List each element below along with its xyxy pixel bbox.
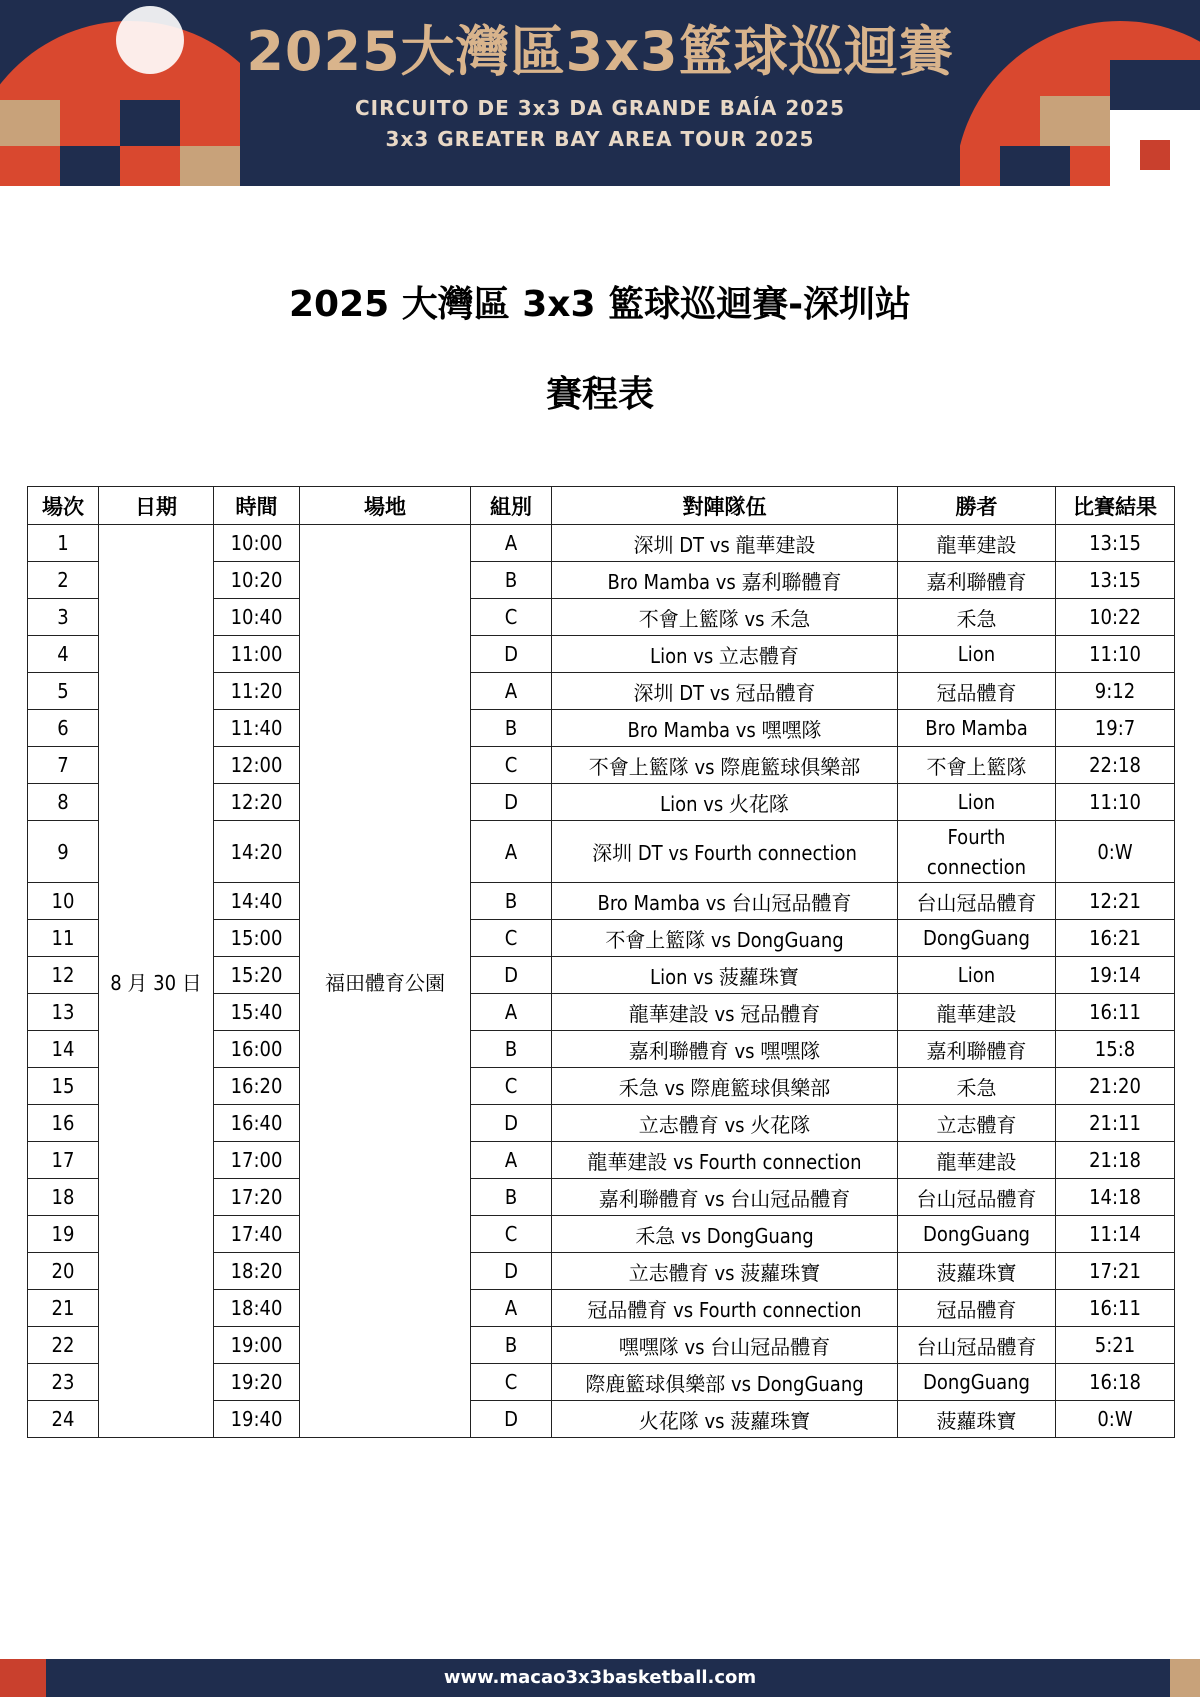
cell-matchup: 不會上籃隊 vs 禾急 <box>552 599 898 636</box>
schedule-table <box>27 486 1175 1438</box>
cell-matchup: 嘿嘿隊 vs 台山冠品體育 <box>552 1327 898 1364</box>
cell-matchup: 嘉利聯體育 vs 台山冠品體育 <box>552 1179 898 1216</box>
cell-time: 14:20 <box>214 821 300 883</box>
cell-time: 10:40 <box>214 599 300 636</box>
cell-winner: 禾急 <box>898 599 1056 636</box>
cell-result: 13:15 <box>1056 562 1175 599</box>
cell-matchup: 深圳 DT vs 冠品體育 <box>552 673 898 710</box>
column-header: 場地 <box>300 487 471 525</box>
cell-game-no: 3 <box>28 599 99 636</box>
cell-group: B <box>471 562 552 599</box>
cell-matchup: 龍華建設 vs 冠品體育 <box>552 994 898 1031</box>
cell-winner: 龍華建設 <box>898 525 1056 562</box>
cell-group: D <box>471 784 552 821</box>
cell-group: D <box>471 957 552 994</box>
cell-time: 19:40 <box>214 1401 300 1438</box>
cell-winner: 龍華建設 <box>898 994 1056 1031</box>
cell-winner: 冠品體育 <box>898 1290 1056 1327</box>
cell-result: 19:7 <box>1056 710 1175 747</box>
table-row <box>28 525 1175 562</box>
cell-game-no: 11 <box>28 920 99 957</box>
cell-result: 0:W <box>1056 821 1175 883</box>
cell-game-no: 12 <box>28 957 99 994</box>
cell-time: 11:20 <box>214 673 300 710</box>
cell-time: 11:00 <box>214 636 300 673</box>
cell-result: 11:14 <box>1056 1216 1175 1253</box>
cell-group: C <box>471 920 552 957</box>
cell-winner: Bro Mamba <box>898 710 1056 747</box>
cell-group: A <box>471 673 552 710</box>
cell-time: 16:40 <box>214 1105 300 1142</box>
column-header: 比賽結果 <box>1056 487 1175 525</box>
cell-result: 11:10 <box>1056 636 1175 673</box>
footer-url: www.macao3x3basketball.com <box>443 1667 757 1688</box>
cell-matchup: 不會上籃隊 vs 際鹿籃球俱樂部 <box>552 747 898 784</box>
cell-time: 12:20 <box>214 784 300 821</box>
cell-matchup: 龍華建設 vs Fourth connection <box>552 1142 898 1179</box>
cell-time: 15:00 <box>214 920 300 957</box>
cell-winner: DongGuang <box>898 1364 1056 1401</box>
cell-game-no: 8 <box>28 784 99 821</box>
cell-time: 17:00 <box>214 1142 300 1179</box>
cell-game-no: 17 <box>28 1142 99 1179</box>
cell-result: 5:21 <box>1056 1327 1175 1364</box>
cell-game-no: 15 <box>28 1068 99 1105</box>
cell-venue: 福田體育公園 <box>300 525 471 1438</box>
cell-winner: Fourth connection <box>898 821 1056 883</box>
banner-title: 2025大灣區3x3籃球巡迴賽 <box>246 20 954 83</box>
cell-result: 0:W <box>1056 1401 1175 1438</box>
cell-matchup: 深圳 DT vs Fourth connection <box>552 821 898 883</box>
cell-group: C <box>471 599 552 636</box>
cell-date: 8 月 30 日 <box>99 525 214 1438</box>
cell-result: 16:11 <box>1056 1290 1175 1327</box>
cell-group: D <box>471 1253 552 1290</box>
cell-winner: 菠蘿珠寶 <box>898 1401 1056 1438</box>
cell-time: 10:00 <box>214 525 300 562</box>
cell-game-no: 23 <box>28 1364 99 1401</box>
cell-result: 17:21 <box>1056 1253 1175 1290</box>
cell-time: 17:40 <box>214 1216 300 1253</box>
cell-result: 11:10 <box>1056 784 1175 821</box>
cell-winner: 禾急 <box>898 1068 1056 1105</box>
banner-subtitle-pt: CIRCUITO DE 3x3 DA GRANDE BAÍA 2025 <box>355 96 845 120</box>
cell-winner: DongGuang <box>898 1216 1056 1253</box>
column-header: 日期 <box>99 487 214 525</box>
cell-matchup: Lion vs 火花隊 <box>552 784 898 821</box>
cell-group: C <box>471 1216 552 1253</box>
cell-game-no: 7 <box>28 747 99 784</box>
cell-winner: 嘉利聯體育 <box>898 562 1056 599</box>
banner-subtitle-en: 3x3 GREATER BAY AREA TOUR 2025 <box>385 127 815 151</box>
cell-group: C <box>471 747 552 784</box>
cell-winner: Lion <box>898 957 1056 994</box>
cell-time: 15:40 <box>214 994 300 1031</box>
cell-matchup: 冠品體育 vs Fourth connection <box>552 1290 898 1327</box>
cell-game-no: 5 <box>28 673 99 710</box>
cell-time: 10:20 <box>214 562 300 599</box>
cell-game-no: 4 <box>28 636 99 673</box>
cell-time: 15:20 <box>214 957 300 994</box>
cell-group: B <box>471 1327 552 1364</box>
cell-game-no: 19 <box>28 1216 99 1253</box>
cell-game-no: 18 <box>28 1179 99 1216</box>
cell-time: 19:20 <box>214 1364 300 1401</box>
cell-result: 13:15 <box>1056 525 1175 562</box>
cell-matchup: 際鹿籃球俱樂部 vs DongGuang <box>552 1364 898 1401</box>
cell-result: 16:11 <box>1056 994 1175 1031</box>
cell-game-no: 24 <box>28 1401 99 1438</box>
cell-matchup: 立志體育 vs 菠蘿珠寶 <box>552 1253 898 1290</box>
cell-game-no: 16 <box>28 1105 99 1142</box>
cell-result: 21:18 <box>1056 1142 1175 1179</box>
cell-winner: Lion <box>898 636 1056 673</box>
cell-result: 21:11 <box>1056 1105 1175 1142</box>
cell-winner: 台山冠品體育 <box>898 1327 1056 1364</box>
cell-time: 17:20 <box>214 1179 300 1216</box>
cell-game-no: 22 <box>28 1327 99 1364</box>
cell-game-no: 6 <box>28 710 99 747</box>
cell-group: A <box>471 1142 552 1179</box>
cell-result: 10:22 <box>1056 599 1175 636</box>
cell-winner: 台山冠品體育 <box>898 1179 1056 1216</box>
cell-game-no: 1 <box>28 525 99 562</box>
cell-group: D <box>471 1401 552 1438</box>
footer-bar <box>0 1659 1200 1697</box>
cell-group: C <box>471 1068 552 1105</box>
cell-result: 22:18 <box>1056 747 1175 784</box>
cell-result: 14:18 <box>1056 1179 1175 1216</box>
cell-matchup: 不會上籃隊 vs DongGuang <box>552 920 898 957</box>
cell-group: B <box>471 883 552 920</box>
cell-time: 18:20 <box>214 1253 300 1290</box>
cell-winner: 不會上籃隊 <box>898 747 1056 784</box>
cell-time: 16:20 <box>214 1068 300 1105</box>
cell-matchup: Bro Mamba vs 嘿嘿隊 <box>552 710 898 747</box>
cell-game-no: 9 <box>28 821 99 883</box>
cell-game-no: 20 <box>28 1253 99 1290</box>
cell-group: A <box>471 821 552 883</box>
cell-group: B <box>471 1179 552 1216</box>
cell-group: A <box>471 994 552 1031</box>
cell-matchup: 火花隊 vs 菠蘿珠寶 <box>552 1401 898 1438</box>
cell-game-no: 13 <box>28 994 99 1031</box>
column-header: 組別 <box>471 487 552 525</box>
cell-matchup: 禾急 vs DongGuang <box>552 1216 898 1253</box>
cell-matchup: Bro Mamba vs 嘉利聯體育 <box>552 562 898 599</box>
column-header: 對陣隊伍 <box>552 487 898 525</box>
cell-game-no: 14 <box>28 1031 99 1068</box>
cell-matchup: Bro Mamba vs 台山冠品體育 <box>552 883 898 920</box>
cell-winner: 嘉利聯體育 <box>898 1031 1056 1068</box>
cell-game-no: 21 <box>28 1290 99 1327</box>
cell-matchup: 立志體育 vs 火花隊 <box>552 1105 898 1142</box>
cell-matchup: 深圳 DT vs 龍華建設 <box>552 525 898 562</box>
cell-result: 21:20 <box>1056 1068 1175 1105</box>
cell-matchup: Lion vs 立志體育 <box>552 636 898 673</box>
cell-time: 14:40 <box>214 883 300 920</box>
cell-winner: 冠品體育 <box>898 673 1056 710</box>
cell-group: B <box>471 710 552 747</box>
page-subtitle: 賽程表 <box>545 374 654 415</box>
table-header-row <box>28 487 1175 525</box>
cell-winner: Lion <box>898 784 1056 821</box>
cell-result: 15:8 <box>1056 1031 1175 1068</box>
cell-winner: 菠蘿珠寶 <box>898 1253 1056 1290</box>
cell-result: 16:21 <box>1056 920 1175 957</box>
cell-winner: DongGuang <box>898 920 1056 957</box>
cell-group: A <box>471 1290 552 1327</box>
column-header: 勝者 <box>898 487 1056 525</box>
cell-group: C <box>471 1364 552 1401</box>
cell-result: 9:12 <box>1056 673 1175 710</box>
cell-result: 16:18 <box>1056 1364 1175 1401</box>
cell-matchup: 嘉利聯體育 vs 嘿嘿隊 <box>552 1031 898 1068</box>
page-title: 2025 大灣區 3x3 籃球巡迴賽-深圳站 <box>288 284 912 325</box>
cell-group: D <box>471 636 552 673</box>
cell-time: 16:00 <box>214 1031 300 1068</box>
header-banner <box>0 0 1200 186</box>
cell-time: 11:40 <box>214 710 300 747</box>
cell-winner: 立志體育 <box>898 1105 1056 1142</box>
cell-matchup: 禾急 vs 際鹿籃球俱樂部 <box>552 1068 898 1105</box>
cell-group: D <box>471 1105 552 1142</box>
cell-group: A <box>471 525 552 562</box>
cell-game-no: 2 <box>28 562 99 599</box>
cell-result: 12:21 <box>1056 883 1175 920</box>
column-header: 場次 <box>28 487 99 525</box>
cell-winner: 龍華建設 <box>898 1142 1056 1179</box>
cell-winner: 台山冠品體育 <box>898 883 1056 920</box>
cell-matchup: Lion vs 菠蘿珠寶 <box>552 957 898 994</box>
cell-game-no: 10 <box>28 883 99 920</box>
column-header: 時間 <box>214 487 300 525</box>
cell-result: 19:14 <box>1056 957 1175 994</box>
cell-time: 19:00 <box>214 1327 300 1364</box>
cell-time: 18:40 <box>214 1290 300 1327</box>
cell-time: 12:00 <box>214 747 300 784</box>
cell-group: B <box>471 1031 552 1068</box>
